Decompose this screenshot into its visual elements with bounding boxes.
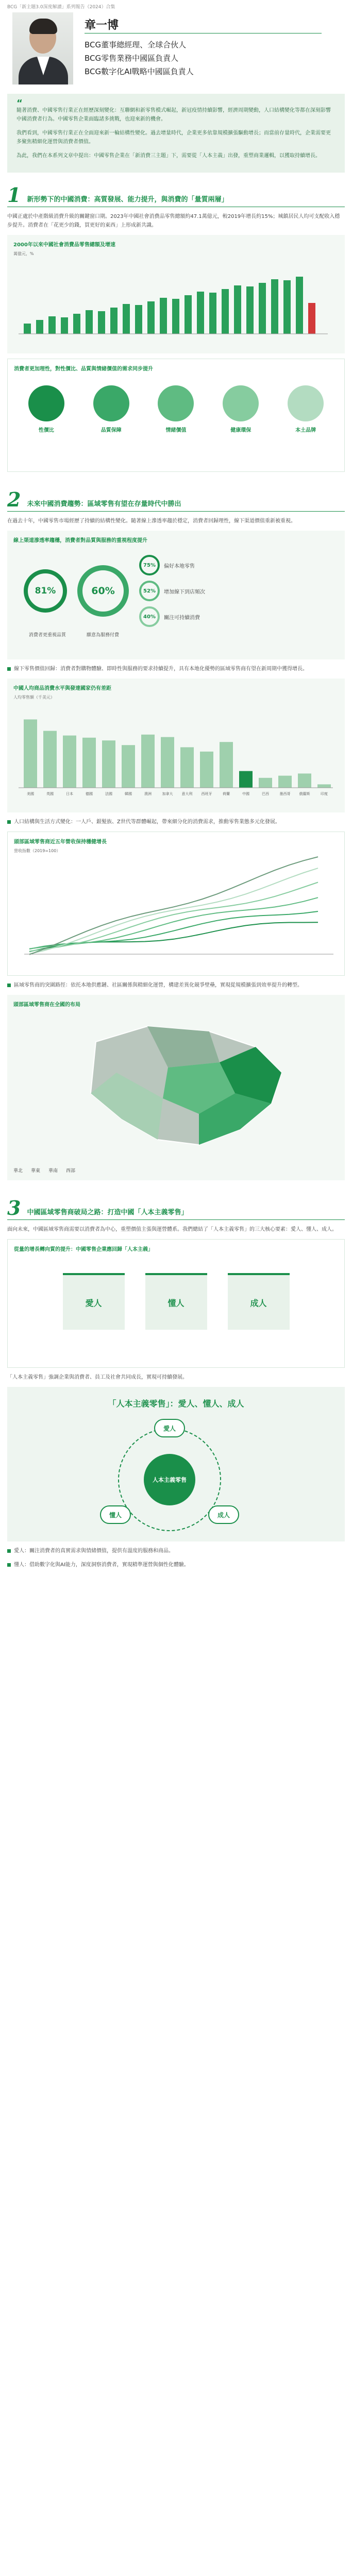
bar — [180, 747, 194, 788]
tick-label: 荷蘭 — [223, 792, 230, 796]
concept-chip: 懂人 — [145, 1273, 207, 1330]
figure-humanism-shift — [7, 1239, 345, 1368]
regional-line-chart — [14, 854, 339, 967]
tick-label: 墨西哥 — [279, 792, 291, 796]
bar — [24, 324, 31, 334]
tick-label: 加拿大 — [162, 792, 173, 796]
tick-label: 澳洲 — [144, 792, 152, 796]
author-role-3: BCG數字化AI戰略中國區負責人 — [85, 67, 194, 76]
figure-consumer-needs — [7, 359, 345, 472]
bar — [161, 737, 174, 788]
figure-title: 從量的增長轉向質的提升：中國零售企業應回歸「人本主義」 — [14, 1247, 153, 1252]
quote-icon: “ — [16, 98, 23, 109]
need-item: 本土品牌 — [288, 385, 324, 433]
bar — [61, 317, 68, 334]
section-title: 新形勢下的中國消費：高質發展、能力提升，與消費的「量質兩層」 — [27, 196, 228, 204]
tick-label: 巴西 — [262, 792, 269, 796]
bar — [141, 735, 155, 788]
per-capita-bar-chart — [13, 700, 338, 803]
figure-humanism-model — [7, 1387, 345, 1541]
model-node: 愛人 — [154, 1419, 185, 1437]
bar — [73, 314, 80, 334]
paragraph: 在過去十年，中國零售市場經歷了持續的結構性變化。隨著線上滲透率趨於穩定，消費者回歸理性，線下渠道價值重新被重視。 — [7, 518, 296, 524]
figure-title: 「人本主義零售」：愛人、懂人、成人 — [108, 1399, 244, 1409]
header-crumb: BCG「新主題3.0深度解讀」系列報告（2024）合集 — [7, 5, 115, 10]
bar — [43, 731, 57, 788]
figure-unit: 萬億元，% — [13, 251, 34, 256]
bar — [185, 295, 192, 334]
bar — [278, 776, 292, 788]
bar — [102, 740, 115, 788]
figure-title: 頭部區域零售商在全國的布局 — [13, 1002, 80, 1008]
bar — [48, 316, 56, 334]
bar — [259, 283, 266, 334]
bar — [234, 285, 241, 334]
paragraph: 「人本主義零售」強調企業與消費者、員工及社會共同成長，實現可持續發展。 — [7, 1375, 188, 1380]
bar — [110, 308, 118, 334]
need-item: 性價比 — [28, 385, 64, 433]
author-role-2: BCG零售業務中國區負責人 — [85, 54, 179, 63]
bar — [283, 280, 291, 334]
author-name: 章一博 — [85, 19, 119, 32]
concept-chip: 愛人 — [63, 1273, 125, 1330]
section-2 — [7, 477, 345, 1180]
intro-paragraph: 隨著消費、中國零售行業正在經歷深刻變化：互聯網和新零售模式崛起，新冠疫情持續影響，經濟周期變動，人口結構變化等都在深刻影響中國消費者行為。中國零售企業面臨諸多挑戰，也迎來新的機會。 — [16, 108, 331, 122]
need-item: 情緒價值 — [158, 385, 194, 433]
legend-item: 華北 — [13, 1168, 23, 1174]
bar — [317, 784, 331, 788]
figure-title: 線上渠道滲透率趨穩，消費者對品質與服務的重視程度提升 — [13, 538, 147, 544]
bar — [209, 293, 216, 334]
need-item: 健康環保 — [223, 385, 259, 433]
author-photo — [12, 12, 73, 84]
section-title: 未來中國消費趨勢：區域零售有望在存量時代中勝出 — [27, 500, 181, 508]
stat-label: 願意為服務付費 — [87, 633, 120, 638]
bullet-point: 人口結構與生活方式變化：一人戶、銀髮族、Z世代等群體崛起，帶來細分化的消費需求，推動零售業態多元化發展。 — [7, 818, 345, 826]
paragraph: 中國正處於中產階級消費升級的關鍵窗口期。2023年中國社會消費品零售總額約47.1萬億元，較2019年增長約15%；城鎮居民人均可支配收入穩步提升。消費者在「花更少的錢，買更好的東西」上形成新共識。 — [7, 214, 340, 228]
author-block — [7, 11, 345, 89]
bar — [123, 304, 130, 334]
stat-row: 52% 增加線下到店頻次 — [139, 581, 339, 601]
figure-regional-growth — [7, 832, 345, 976]
tick-label: 意大利 — [181, 792, 193, 796]
section-number: 1 — [7, 183, 21, 207]
series-line — [29, 857, 318, 955]
bullet-point: 線下零售價值回歸：消費者對購物體驗、即時性與服務的要求持續提升，具有本地化優勢的區域零售商有望在新周期中獲得增長。 — [7, 665, 345, 673]
need-item: 品質保障 — [93, 385, 129, 433]
bar — [147, 301, 155, 334]
series-line — [29, 868, 318, 954]
figure-unit: 人均零售額（千美元） — [13, 695, 55, 700]
series-line — [29, 883, 318, 952]
consumption-bar-chart — [13, 257, 338, 344]
stat-circle: 81% — [24, 569, 67, 613]
series-line — [29, 911, 318, 949]
stat-row: 75% 偏好本地零售 — [139, 555, 339, 575]
tick-label: 日本 — [66, 792, 73, 796]
bar — [135, 305, 142, 334]
paragraph: 面向未來，中國區域零售商需要以消費者為中心，重塑價值主張與運營體系。我們總結了「人本主義零售」的三大核心要素：愛人、懂人、成人。 — [7, 1227, 337, 1232]
bar — [239, 771, 253, 788]
bar — [200, 752, 213, 788]
figure-title: 頭部區域零售商近五年營收保持穩健增長 — [14, 839, 107, 845]
bar — [308, 303, 315, 334]
legend-item: 華南 — [48, 1168, 58, 1174]
bar — [86, 310, 93, 334]
section-1 — [7, 173, 345, 472]
figure-title: 中國人均商品消費水平與發達國家仍有差距 — [13, 686, 111, 691]
model-node: 成人 — [208, 1505, 239, 1524]
tick-label: 中國 — [242, 792, 249, 796]
bullet-point: 區域零售商的突圍路徑：依托本地供應鏈、社區關係與精細化運營，構建差異化競爭壁壘，實現從規模擴張到效率提升的轉型。 — [7, 981, 345, 990]
figure-consumer-stats — [7, 531, 345, 659]
tick-label: 西班牙 — [201, 792, 212, 796]
tick-label: 法國 — [105, 792, 112, 796]
legend-item: 西部 — [66, 1168, 76, 1174]
model-center: 人本主義零售 — [144, 1454, 195, 1505]
section-number: 3 — [7, 1196, 21, 1219]
bar — [122, 745, 135, 788]
concept-chip: 成人 — [228, 1273, 290, 1330]
figure-consumption — [7, 235, 345, 353]
tick-label: 印度 — [321, 792, 328, 796]
bar — [259, 778, 272, 788]
tick-label: 韓國 — [125, 792, 132, 796]
bar — [172, 299, 179, 334]
figure-title: 消費者更加理性，對性價比、品質與情緒價值的需求同步提升 — [14, 366, 153, 372]
bar — [82, 738, 96, 788]
bullet-point: 愛人：關注消費者的真實需求與情緒價值，提供有溫度的服務和商品。 — [7, 1547, 345, 1555]
bar — [160, 298, 167, 334]
bar — [222, 289, 229, 334]
section-number: 2 — [7, 488, 21, 511]
section-3 — [7, 1185, 345, 1569]
tick-label: 俄羅斯 — [299, 792, 310, 796]
bar — [220, 742, 233, 788]
bar — [296, 277, 303, 334]
bar — [24, 719, 37, 788]
figure-unit: 營收指數（2019=100） — [14, 849, 61, 853]
tick-label: 英國 — [46, 792, 54, 796]
intro-paragraph: 我們看到，中國零售行業正在全面迎來新一輪結構性變化。過去增量時代，企業更多依靠規模擴張驅動增長；而當前存量時代，企業需要更多聚焦精細化運營與消費者價值。 — [16, 130, 331, 145]
tick-label: 德國 — [86, 792, 93, 796]
intro-paragraph: 為此，我們在本系列文章中提出：中國零售企業在「新消費三主題」下，需要從「人本主義」出發，重塑商業邏輯，以獲取持續增長。 — [16, 153, 321, 159]
stat-label: 消費者更重視品質 — [29, 633, 66, 638]
tick-label: 美國 — [27, 792, 34, 796]
bar — [298, 773, 311, 788]
figure-china-map — [7, 995, 345, 1180]
stat-circle: 60% — [77, 565, 129, 617]
bar — [36, 320, 43, 334]
stat-row: 40% 關注可持續消費 — [139, 606, 339, 627]
model-node: 懂人 — [100, 1505, 131, 1524]
intro-box — [7, 94, 345, 173]
bar — [98, 311, 105, 334]
china-map — [13, 1011, 338, 1165]
bullet-point: 懂人：借助數字化與AI能力，深度洞察消費者，實現精準運營與個性化體驗。 — [7, 1561, 345, 1569]
figure-title: 2000年以來中國社會消費品零售總額及增速 — [13, 242, 115, 248]
figure-per-capita — [7, 679, 345, 812]
bar — [246, 286, 254, 334]
bar — [63, 736, 76, 788]
legend-item: 華東 — [31, 1168, 41, 1174]
section-title: 中國區域零售商破局之路：打造中國「人本主義零售」 — [27, 1209, 188, 1216]
bar — [197, 292, 204, 334]
bar — [271, 279, 278, 334]
author-role-1: BCG董事總經理、全球合伙人 — [85, 40, 187, 49]
